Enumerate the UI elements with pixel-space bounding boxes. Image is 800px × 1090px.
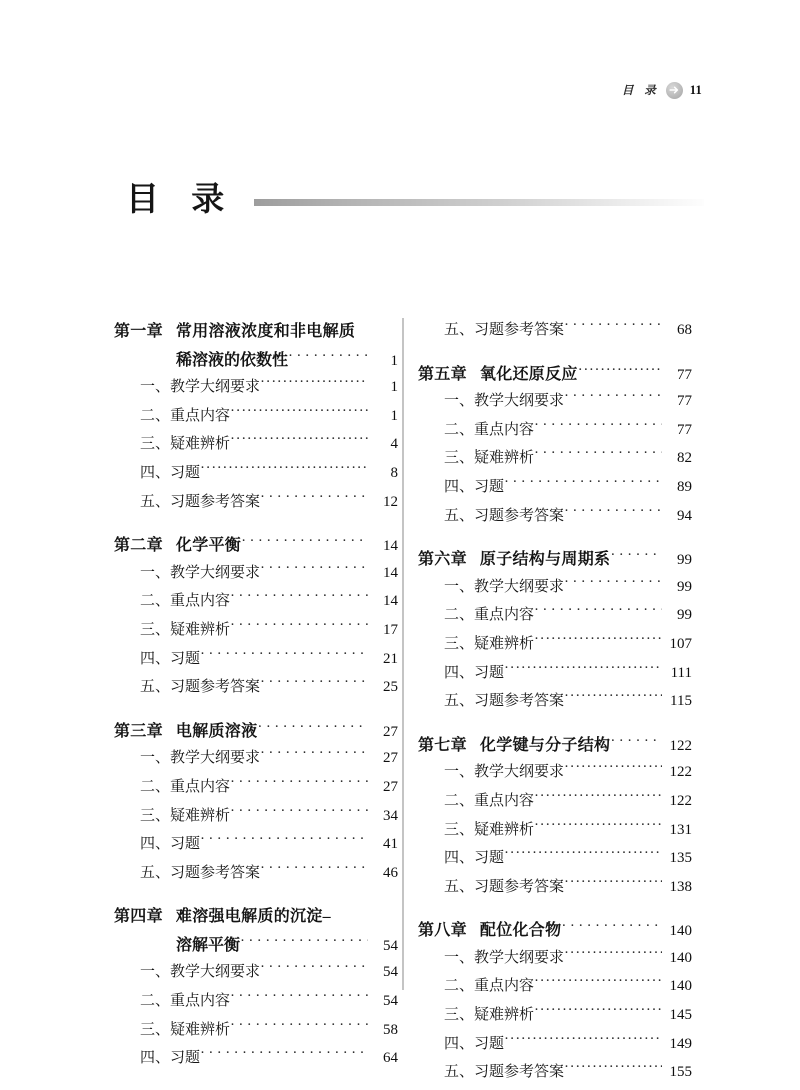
- toc-page-number: 99: [677, 552, 692, 569]
- toc-sub-entry[interactable]: [418, 504, 692, 533]
- page-title-row: [126, 178, 704, 222]
- running-header-page-number: 11: [689, 82, 702, 97]
- toc-page-number: 155: [669, 1064, 692, 1081]
- toc-page-number: 1: [390, 407, 398, 424]
- toc-sub-entry[interactable]: [418, 603, 692, 632]
- toc-sub-entry[interactable]: [418, 1032, 692, 1061]
- toc-sub-entry[interactable]: [114, 804, 398, 833]
- dot-leader: [260, 490, 368, 506]
- toc-sub-entry[interactable]: [418, 389, 692, 418]
- sub-entry-label: 二、重点内容: [444, 792, 535, 809]
- toc-sub-entry[interactable]: [114, 960, 398, 989]
- dot-leader: [534, 418, 662, 434]
- toc-sub-entry[interactable]: [418, 846, 692, 875]
- sub-entry-label: 三、疑难辨析: [444, 635, 535, 652]
- sub-entry-label: 一、教学大纲要求: [444, 578, 565, 595]
- toc-sub-entry[interactable]: [114, 490, 398, 519]
- sub-entry-label: 二、重点内容: [140, 993, 231, 1010]
- dot-leader: [564, 318, 662, 334]
- toc-page-number: 58: [383, 1021, 398, 1038]
- toc-page-number: 135: [669, 850, 692, 867]
- toc-chapter-title-continuation[interactable]: [114, 347, 398, 376]
- toc-chapter-entry[interactable]: [114, 718, 398, 747]
- toc-section-gap: [114, 889, 398, 903]
- toc-section-gap: [418, 903, 692, 917]
- sub-entry-label: 五、习题参考答案: [140, 864, 261, 881]
- dot-leader: [561, 919, 662, 935]
- sub-entry-label: 四、习题: [444, 478, 505, 495]
- running-header: [622, 78, 702, 102]
- toc-page-number: 131: [669, 821, 692, 838]
- toc-page-number: 122: [669, 764, 692, 781]
- dot-leader: [260, 375, 368, 391]
- toc-sub-entry[interactable]: [418, 575, 692, 604]
- toc-page-number: 54: [383, 993, 398, 1010]
- toc-page-number: 77: [677, 393, 692, 410]
- toc-sub-entry[interactable]: [418, 818, 692, 847]
- sub-entry-label: 三、疑难辨析: [140, 436, 231, 453]
- dot-leader: [534, 446, 662, 462]
- toc-sub-entry[interactable]: [418, 632, 692, 661]
- dot-leader: [240, 934, 368, 950]
- sub-entry-label: 一、教学大纲要求: [140, 964, 261, 981]
- toc-chapter-title-continuation[interactable]: [114, 932, 398, 961]
- toc-chapter-entry[interactable]: [418, 361, 692, 390]
- dot-leader: [534, 818, 662, 834]
- dot-leader: [230, 618, 368, 634]
- sub-entry-label: 一、教学大纲要求: [444, 393, 565, 410]
- dot-leader: [504, 846, 662, 862]
- chapter-title: 配位化合物: [479, 922, 562, 940]
- dot-leader: [564, 875, 662, 891]
- sub-entry-label: 一、教学大纲要求: [444, 949, 565, 966]
- toc-sub-entry[interactable]: [114, 647, 398, 676]
- dot-leader: [534, 603, 662, 619]
- dot-leader: [564, 1060, 662, 1076]
- dot-leader: [241, 534, 368, 550]
- toc-sub-entry[interactable]: [418, 974, 692, 1003]
- toc-page-number: 54: [383, 937, 398, 954]
- dot-leader: [200, 1046, 368, 1062]
- sub-entry-label: 一、教学大纲要求: [140, 750, 261, 767]
- dot-leader: [355, 320, 368, 336]
- toc-page-number: 14: [383, 593, 398, 610]
- sub-entry-label: 四、习题: [444, 850, 505, 867]
- sub-entry-label: 二、重点内容: [444, 421, 535, 438]
- toc-sub-entry[interactable]: [114, 861, 398, 890]
- toc-sub-entry[interactable]: [114, 461, 398, 490]
- dot-leader: [534, 632, 662, 648]
- dot-leader: [230, 989, 368, 1005]
- toc-sub-entry[interactable]: [114, 618, 398, 647]
- dot-leader: [260, 675, 368, 691]
- toc-section-gap: [418, 718, 692, 732]
- sub-entry-label: 五、习题参考答案: [140, 679, 261, 696]
- toc-chapter-entry[interactable]: [114, 532, 398, 561]
- toc-sub-entry[interactable]: [418, 875, 692, 904]
- chapter-number: 第四章: [114, 908, 163, 926]
- toc-sub-entry[interactable]: [114, 746, 398, 775]
- title-gradient-rule: [254, 199, 704, 206]
- toc-chapter-entry[interactable]: [418, 732, 692, 761]
- chapter-number: 第七章: [418, 736, 467, 754]
- toc-body: [114, 318, 692, 1081]
- toc-page-number: 27: [383, 723, 398, 740]
- toc-sub-entry[interactable]: [114, 832, 398, 861]
- toc-sub-entry[interactable]: [114, 589, 398, 618]
- toc-page-number: 1: [390, 379, 398, 396]
- toc-sub-entry[interactable]: [418, 318, 692, 347]
- toc-page-number: 1: [390, 352, 398, 369]
- dot-leader: [260, 861, 368, 877]
- toc-sub-entry[interactable]: [418, 418, 692, 447]
- chapter-number: 第八章: [418, 922, 467, 940]
- dot-leader: [200, 832, 368, 848]
- toc-chapter-entry[interactable]: [114, 318, 398, 347]
- running-header-label: 目 录: [621, 85, 660, 97]
- toc-page-number: 21: [383, 650, 398, 667]
- page-title: 目 录: [126, 181, 237, 218]
- dot-leader: [230, 1018, 368, 1034]
- toc-section-gap: [114, 704, 398, 718]
- dot-leader: [331, 905, 368, 921]
- chapter-title-line2: 稀溶液的依数性: [176, 351, 289, 369]
- sub-entry-label: 五、习题参考答案: [444, 507, 565, 524]
- dot-leader: [564, 504, 662, 520]
- toc-section-gap: [114, 518, 398, 532]
- toc-page-number: 34: [383, 807, 398, 824]
- sub-entry-label: 一、教学大纲要求: [140, 379, 261, 396]
- dot-leader: [564, 689, 662, 705]
- toc-page-number: 12: [383, 493, 398, 510]
- sub-entry-label: 三、疑难辨析: [444, 1007, 535, 1024]
- sub-entry-label: 四、习题: [140, 464, 201, 481]
- toc-page-number: 99: [677, 607, 692, 624]
- toc-column-left: [114, 318, 398, 1067]
- toc-page-number: 140: [669, 949, 692, 966]
- sub-entry-label: 五、习题参考答案: [444, 693, 565, 710]
- toc-sub-entry[interactable]: [418, 446, 692, 475]
- chapter-title: 难溶强电解质的沉淀–: [175, 908, 331, 926]
- dot-leader: [260, 746, 368, 762]
- dot-leader: [564, 575, 662, 591]
- toc-page-number: 27: [383, 750, 398, 767]
- sub-entry-label: 四、习题: [140, 1050, 201, 1067]
- sub-entry-label: 五、习题参考答案: [444, 878, 565, 895]
- toc-sub-entry[interactable]: [114, 404, 398, 433]
- toc-page-number: 64: [383, 1050, 398, 1067]
- dot-leader: [504, 475, 662, 491]
- toc-page-number: 115: [670, 693, 692, 710]
- sub-entry-label: 二、重点内容: [140, 778, 231, 795]
- chapter-number: 第三章: [114, 722, 163, 740]
- dot-leader: [288, 349, 368, 365]
- sub-entry-label: 五、习题参考答案: [140, 493, 261, 510]
- toc-column-right: [408, 318, 692, 1081]
- toc-chapter-entry[interactable]: [418, 546, 692, 575]
- toc-sub-entry[interactable]: [418, 689, 692, 718]
- toc-sub-entry[interactable]: [114, 561, 398, 590]
- toc-page-number: 46: [383, 864, 398, 881]
- toc-page-number: 122: [669, 737, 692, 754]
- toc-sub-entry[interactable]: [418, 760, 692, 789]
- toc-chapter-entry[interactable]: [418, 917, 692, 946]
- toc-page-number: 145: [669, 1007, 692, 1024]
- toc-sub-entry[interactable]: [114, 432, 398, 461]
- sub-entry-label: 三、疑难辨析: [140, 807, 231, 824]
- dot-leader: [610, 548, 662, 564]
- sub-entry-label: 二、重点内容: [140, 593, 231, 610]
- sub-entry-label: 五、习题参考答案: [444, 322, 565, 338]
- chapter-number: 第六章: [418, 551, 467, 569]
- sub-entry-label: 三、疑难辨析: [140, 1021, 231, 1038]
- chapter-title-line2: 溶解平衡: [176, 936, 241, 954]
- toc-section-gap: [418, 532, 692, 546]
- chapter-title: 化学平衡: [175, 537, 242, 555]
- chapter-title: 电解质溶液: [175, 722, 258, 740]
- chapter-title: 常用溶液浓度和非电解质: [175, 323, 356, 340]
- toc-page-number: 89: [677, 478, 692, 495]
- toc-page-number: 149: [669, 1035, 692, 1052]
- circle-arrow-right-icon: [666, 82, 683, 99]
- toc-sub-entry[interactable]: [114, 1046, 398, 1075]
- toc-page-number: 111: [670, 664, 692, 681]
- toc-page-number: 68: [677, 322, 692, 338]
- toc-sub-entry[interactable]: [418, 1003, 692, 1032]
- dot-leader: [260, 960, 368, 976]
- dot-leader: [504, 661, 662, 677]
- toc-sub-entry[interactable]: [114, 989, 398, 1018]
- dot-leader: [200, 461, 368, 477]
- sub-entry-label: 二、重点内容: [444, 607, 535, 624]
- toc-page-number: 77: [677, 421, 692, 438]
- toc-sub-entry[interactable]: [418, 475, 692, 504]
- sub-entry-label: 二、重点内容: [140, 407, 231, 424]
- toc-page-number: 107: [669, 635, 692, 652]
- toc-page-number: 41: [383, 836, 398, 853]
- toc-page-number: 82: [677, 450, 692, 467]
- sub-entry-label: 三、疑难辨析: [140, 621, 231, 638]
- chapter-title: 化学键与分子结构: [479, 736, 611, 754]
- toc-page-number: 138: [669, 878, 692, 895]
- dot-leader: [578, 363, 662, 379]
- dot-leader: [260, 561, 368, 577]
- toc-page-number: 122: [669, 792, 692, 809]
- toc-sub-entry[interactable]: [114, 775, 398, 804]
- sub-entry-label: 四、习题: [140, 650, 201, 667]
- toc-page-number: 14: [383, 564, 398, 581]
- dot-leader: [564, 946, 662, 962]
- dot-leader: [200, 647, 368, 663]
- dot-leader: [230, 589, 368, 605]
- toc-page-number: 77: [677, 366, 692, 383]
- toc-sub-entry[interactable]: [418, 789, 692, 818]
- dot-leader: [230, 804, 368, 820]
- toc-page-number: 25: [383, 679, 398, 696]
- toc-sub-entry[interactable]: [418, 946, 692, 975]
- toc-page-number: 27: [383, 778, 398, 795]
- chapter-title: 原子结构与周期系: [479, 551, 611, 569]
- toc-sub-entry[interactable]: [418, 1060, 692, 1089]
- sub-entry-label: 三、疑难辨析: [444, 821, 535, 838]
- chapter-title: 氧化还原反应: [479, 365, 578, 383]
- toc-section-gap: [418, 347, 692, 361]
- toc-page-number: 8: [390, 464, 398, 481]
- dot-leader: [564, 760, 662, 776]
- column-divider: [398, 318, 408, 994]
- toc-page-number: 140: [669, 923, 692, 940]
- sub-entry-label: 三、疑难辨析: [444, 450, 535, 467]
- toc-page-number: 4: [390, 436, 398, 453]
- toc-page-number: 54: [383, 964, 398, 981]
- toc-page-number: 17: [383, 621, 398, 638]
- toc-sub-entry[interactable]: [114, 1018, 398, 1047]
- dot-leader: [230, 404, 368, 420]
- dot-leader: [564, 389, 662, 405]
- sub-entry-label: 四、习题: [444, 664, 505, 681]
- dot-leader: [504, 1032, 662, 1048]
- chapter-number: 第五章: [418, 365, 467, 383]
- dot-leader: [534, 1003, 662, 1019]
- chapter-number: 第一章: [114, 323, 163, 340]
- dot-leader: [534, 974, 662, 990]
- dot-leader: [534, 789, 662, 805]
- dot-leader: [257, 720, 368, 736]
- dot-leader: [230, 432, 368, 448]
- toc-sub-entry[interactable]: [114, 375, 398, 404]
- sub-entry-label: 四、习题: [140, 836, 201, 853]
- chapter-number: 第二章: [114, 537, 163, 555]
- toc-chapter-entry[interactable]: [114, 903, 398, 932]
- dot-leader: [230, 775, 368, 791]
- sub-entry-label: 五、习题参考答案: [444, 1064, 565, 1081]
- sub-entry-label: 四、习题: [444, 1035, 505, 1052]
- sub-entry-label: 一、教学大纲要求: [444, 764, 565, 781]
- sub-entry-label: 一、教学大纲要求: [140, 564, 261, 581]
- toc-page-number: 140: [669, 978, 692, 995]
- toc-sub-entry[interactable]: [114, 675, 398, 704]
- toc-page-number: 14: [383, 538, 398, 555]
- toc-page-number: 94: [677, 507, 692, 524]
- dot-leader: [610, 734, 662, 750]
- sub-entry-label: 二、重点内容: [444, 978, 535, 995]
- toc-sub-entry[interactable]: [418, 661, 692, 690]
- toc-page-number: 99: [677, 578, 692, 595]
